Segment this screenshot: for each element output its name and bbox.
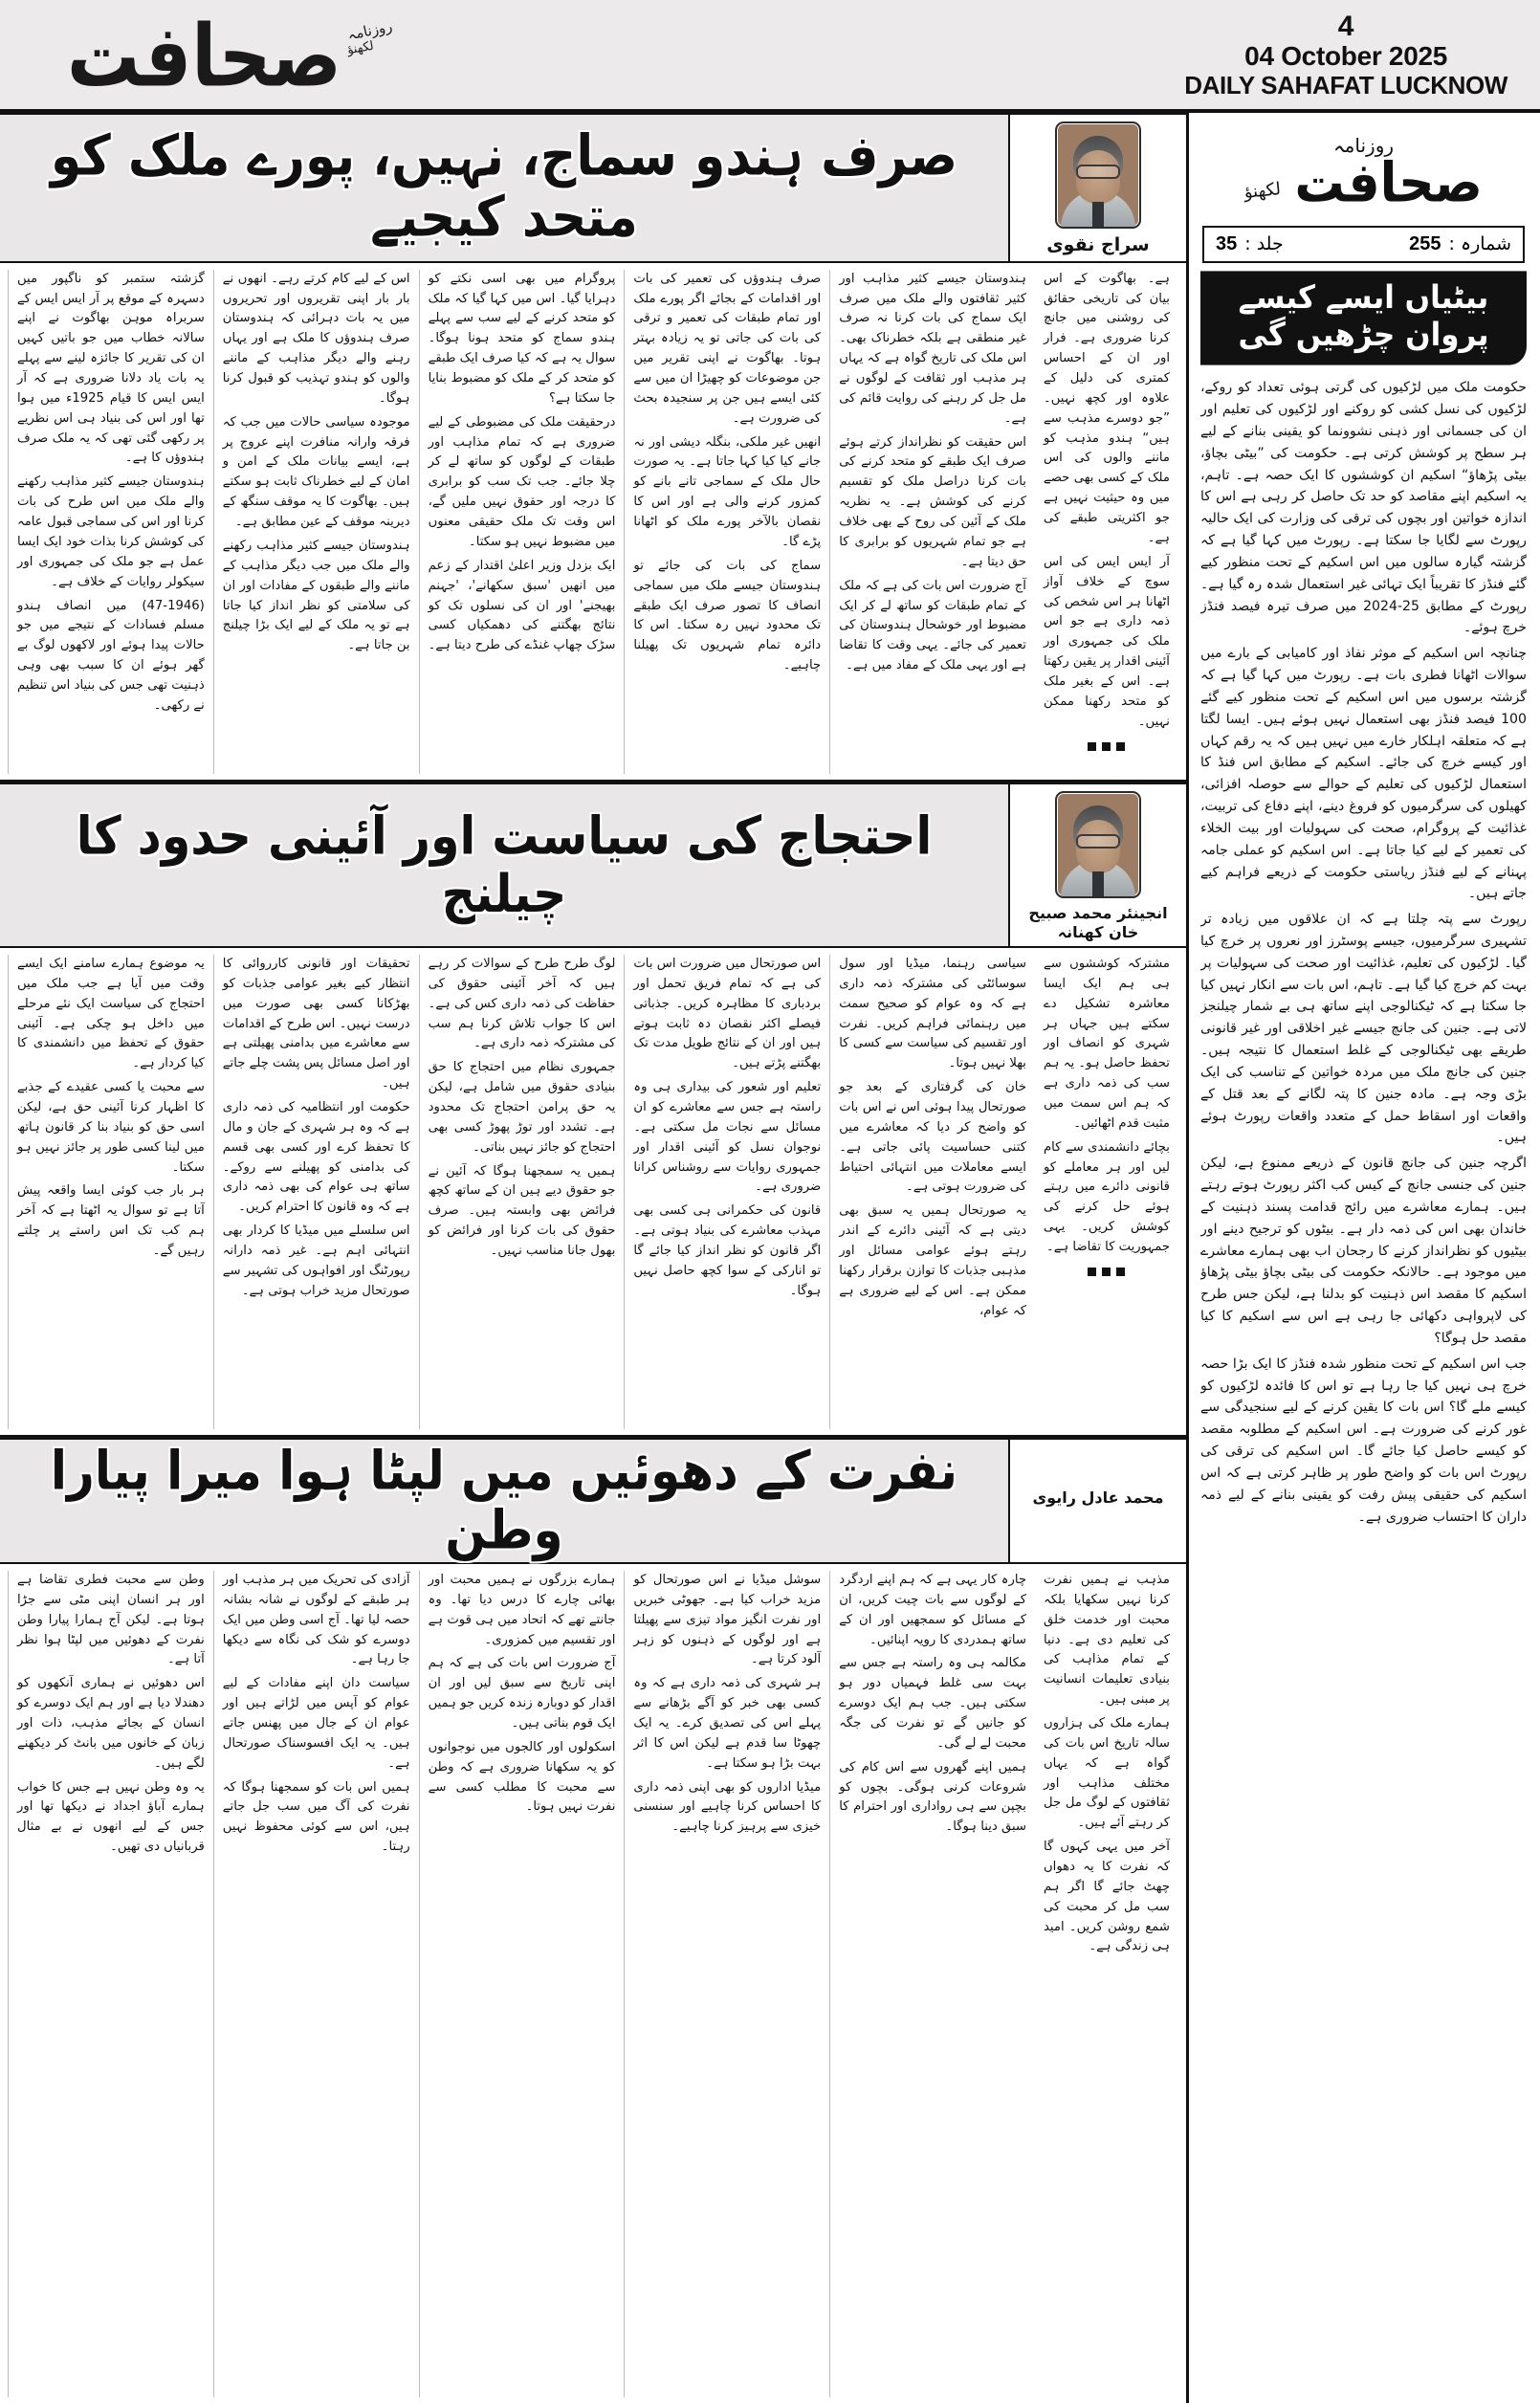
paragraph: اس دھوئیں نے ہماری آنکھوں کو دھندلا دیا ہے اور ہم ایک دوسرے کو انسان کے بجائے مذہب، ذات اور زبان کے خانوں میں بانٹ کر دیکھنے لگے ہیں۔ [17, 1676, 205, 1771]
column [1035, 270, 1178, 774]
editorial-column [1189, 113, 1540, 2403]
paragraph: یہ وہ وطن نہیں ہے جس کا خواب ہمارے آباؤ اجداد نے دیکھا تھا اور جس کے لیے انھوں نے بے مثال قربانیاں دی تھیں۔ [17, 1779, 205, 1855]
article-end-marks [1044, 737, 1170, 761]
column [419, 270, 625, 774]
article-3 [0, 1438, 1186, 2403]
paragraph: آج ضرورت اس بات کی ہے کہ ملک کے تمام طبقات کو ساتھ لے کر ایک مضبوط اور خوشحال ہندوستان کی تعمیر کی جائے۔ یہی وقت کا تقاضا ہے اور یہی ملک کے مفاد میں ہے۔ [839, 578, 1026, 673]
paragraph: صرف ہندوؤں کی تعمیر کی بات اور اقدامات کے بجائے اگر پورے ملک اور تمام طبقات کی تعمیر و ترقی کی بات کی جاتی تو یہ زیادہ بہتر ہوتا۔ بھاگوت نے اپنی تقریر میں جن موضوعات کو چھیڑا ان میں سے کئی ایسے ہیں جن پر سنجیدہ بحث کی ضرورت ہے۔ [633, 271, 822, 426]
column [419, 955, 625, 1429]
paragraph: مشترکہ کوششوں سے ہی ہم ایک ایسا معاشرہ تشکیل دے سکتے ہیں جہاں ہر شہری کو انصاف اور تحفظ حاصل ہو۔ یہ ہم سب کی ذمہ داری ہے کہ ہم اس سمت میں مثبت قدم اٹھائیں۔ [1043, 957, 1170, 1131]
paragraph: انھیں غیر ملکی، بنگلہ دیشی اور نہ جانے کیا کیا کہا جاتا ہے۔ یہ صورت حال ملک کے سماجی تانے بانے کو کمزور کرنے والی ہے اور اس کا نقصان بالآخر پورے ملک کو اٹھانا پڑے گا۔ [633, 434, 822, 549]
volume-issue-box [1202, 226, 1525, 263]
issue-label: شمارہ : [1448, 233, 1511, 254]
article-2 [0, 783, 1186, 1438]
paragraph: ہمارے بزرگوں نے ہمیں محبت اور بھائی چارے کا درس دیا تھا۔ وہ جانتے تھے کہ اتحاد میں ہی قوت ہے اور تقسیم میں کمزوری۔ [428, 1573, 616, 1647]
column [624, 955, 829, 1429]
editorial-title-row [1200, 152, 1527, 215]
paragraph: یہ موضوع ہمارے سامنے ایک ایسے وقت میں آیا ہے جب ملک میں احتجاج کی سیاست ایک نئے مرحلے میں داخل ہو چکی ہے۔ آئینی حقوق کے تحفظ میں دانشمندی کا کیا کردار ہے۔ [17, 957, 205, 1071]
column [624, 270, 829, 774]
paragraph: اسکولوں اور کالجوں میں نوجوانوں کو یہ سکھانا ضروری ہے کہ وطن سے محبت کا مطلب کسی سے نفرت نہیں ہوتا۔ [428, 1739, 616, 1815]
articles-zone [0, 113, 1189, 2403]
column [213, 1571, 419, 2397]
volume-label: جلد : [1244, 233, 1284, 254]
column [419, 1571, 625, 2397]
paragraph: مکالمہ ہی وہ راستہ ہے جس سے بہت سی غلط فہمیاں دور ہو سکتی ہیں۔ جب ہم ایک دوسرے کو جانیں گے تو نفرت کی جگہ محبت لے لے گی۔ [839, 1656, 1026, 1751]
logo-urdu-title: صحافت [67, 5, 341, 106]
paragraph: آج ضرورت اس بات کی ہے کہ ہم اپنی تاریخ سے سبق لیں اور ان اقدار کو دوبارہ زندہ کریں جو ہمیں ایک قوم بناتی ہیں۔ [428, 1656, 616, 1731]
editorial-city: لکھنؤ [1243, 179, 1283, 203]
paragraph: ہمارے ملک کی ہزاروں سالہ تاریخ اس بات کی گواہ ہے کہ یہاں مختلف مذاہب اور ثقافتوں کے لوگ مل جل کر رہتے آئے ہیں۔ [1043, 1716, 1170, 1831]
article-2-columns [0, 948, 1186, 1435]
paragraph: ہمیں اس بات کو سمجھنا ہوگا کہ نفرت کی آگ میں سب جل جاتے ہیں، اس سے کوئی محفوظ نہیں رہتا۔ [222, 1779, 410, 1855]
paragraph: اس حقیقت کو نظرانداز کرتے ہوئے صرف ایک طبقے کو متحد کرنے کی بات کرنا دراصل ملک کو تقسیم کرنے کی کوشش ہے۔ یہ نظریہ ملک کے آئین کی روح کے بھی خلاف ہے جو تمام شہریوں کو برابری کا حق دیتا ہے۔ [839, 434, 1026, 569]
article-1-headline: صرف ہندو سماج، نہیں، پورے ملک کو متحد کیجیے [50, 124, 958, 251]
paragraph: بچائے دانشمندی سے کام لیں اور ہر معاملے کو قانونی دائرے میں رہتے ہوئے حل کرنے کی کوشش کریں۔ یہی جمہوریت کا تقاضا ہے۔ [1043, 1139, 1170, 1255]
article-2-headline: احتجاج کی سیاست اور آئینی حدود کا چیلنج [76, 805, 933, 925]
column [829, 1571, 1035, 2397]
paragraph: یہ صورتحال ہمیں یہ سبق بھی دیتی ہے کہ آئینی دائرے کے اندر رہتے ہوئے عوامی مسائل اور مذہبی جذبات کا توازن برقرار رکھنا ممکن ہے۔ اس کے لیے ضروری ہے کہ عوام، [839, 1203, 1026, 1318]
volume-item [1216, 233, 1284, 255]
column [8, 1571, 213, 2397]
article-2-byline [1008, 784, 1186, 946]
column [829, 955, 1035, 1429]
editorial-body [1200, 377, 1527, 2393]
article-3-byline [1008, 1440, 1186, 1562]
logo-city: لکھنؤ [345, 38, 375, 57]
glasses-icon [1076, 834, 1120, 849]
glasses-icon [1076, 165, 1120, 179]
paragraph: چارہ کار یہی ہے کہ ہم اپنے اردگرد کے لوگوں سے بات چیت کریں، ان کے مسائل کو سمجھیں اور ان کے ساتھ ہمدردی کا رویہ اپنائیں۔ [839, 1573, 1026, 1647]
tie-shape-icon [1092, 871, 1104, 896]
paragraph: وطن سے محبت فطری تقاضا ہے اور ہر انسان اپنی مٹی سے جڑا ہوتا ہے۔ لیکن آج ہمارا پیارا وطن نفرت کے دھوئیں میں لپٹا ہوا نظر آتا ہے۔ [17, 1573, 205, 1667]
paragraph: آر ایس ایس کی اس سوچ کے خلاف آواز اٹھانا ہر اس شخص کی ذمہ داری ہے جو اس ملک کی جمہوری اور آئینی اقدار پر یقین رکھتا ہے۔ اس کے بغیر ملک کو متحد رکھنا ممکن نہیں۔ [1043, 554, 1170, 729]
author-photo [1055, 121, 1141, 229]
paragraph: مذہب نے ہمیں نفرت کرنا نہیں سکھایا بلکہ محبت اور خدمت خلق کی تعلیم دی ہے۔ دنیا کے تمام مذاہب کی بنیادی تعلیمات انسانیت پر مبنی ہیں۔ [1043, 1573, 1170, 1708]
article-3-columns [0, 1564, 1186, 2403]
editorial-title: صحافت [1294, 152, 1483, 215]
paragraph: اس صورتحال میں ضرورت اس بات کی ہے کہ تمام فریق تحمل اور بردباری کا مظاہرہ کریں۔ جذباتی فیصلے اکثر نقصان دہ ثابت ہوتے ہیں اور ان کے نتائج طویل مدت تک بھگتنے پڑتے ہیں۔ [633, 957, 822, 1071]
paragraph: ہندوستان جیسے کثیر مذاہب رکھنے والے ملک میں جب دیگر مذاہب کے ماننے والے طبقوں کے مفادات اور ان کی سلامتی کو نظر انداز کیا جاتا ہے تو یہ ملک کے لیے ایک بڑا چیلنج بن جاتا ہے۔ [222, 538, 410, 653]
volume-value: 35 [1216, 233, 1238, 254]
paragraph: تعلیم اور شعور کی بیداری ہی وہ راستہ ہے جس سے معاشرے کو ان مسائل سے نجات مل سکتی ہے۔ نوجوان نسل کو آئینی اقدار اور جمہوری روایات سے روشناس کرانا ضروری ہے۔ [633, 1080, 822, 1195]
paragraph: جمہوری نظام میں احتجاج کا حق بنیادی حقوق میں شامل ہے، لیکن یہ حق پرامن احتجاج تک محدود ہے۔ تشدد اور توڑ پھوڑ کسی بھی احتجاج کو جائز نہیں بناتی۔ [428, 1060, 616, 1155]
paragraph: ہمیں یہ سمجھنا ہوگا کہ آئین نے جو حقوق دیے ہیں ان کے ساتھ کچھ فرائض بھی وابستہ ہیں۔ صرف حقوق کی بات کرنا اور فرائض کو بھول جانا مناسب نہیں۔ [428, 1163, 616, 1259]
article-1-author-name: سراج نقوی [1046, 234, 1150, 255]
paragraph: ہر شہری کی ذمہ داری ہے کہ وہ کسی بھی خبر کو آگے بڑھانے سے پہلے اس کی تصدیق کرے۔ یہ ایک چھوٹا سا قدم ہے لیکن اس کا اثر بہت بڑا ہو سکتا ہے۔ [633, 1676, 822, 1771]
page-body [0, 113, 1540, 2403]
logo-kicker: روزنامہ [345, 16, 394, 44]
paragraph: درحقیقت ملک کی مضبوطی کے لیے ضروری ہے کہ تمام مذاہب اور طبقات کے لوگوں کو ساتھ لے کر چلا جائے۔ جب تک سب کو برابری کا درجہ اور حقوق نہیں ملیں گے، اس وقت تک ملک حقیقی معنوں میں مضبوط نہیں ہو سکتا۔ [428, 414, 616, 549]
paragraph: ہر بار جب کوئی ایسا واقعہ پیش آتا ہے تو سوال یہ اٹھتا ہے کہ آخر ہم کب تک اس راستے پر چلتے رہیں گے۔ [17, 1183, 205, 1259]
issue-value: 255 [1409, 233, 1441, 254]
paragraph: قانون کی حکمرانی ہی کسی بھی مہذب معاشرے کی بنیاد ہوتی ہے۔ اگر قانون کو نظر انداز کیا جائے گا تو انارکی کے سوا کچھ حاصل نہیں ہوگا۔ [633, 1203, 822, 1298]
paragraph: میڈیا اداروں کو بھی اپنی ذمہ داری کا احساس کرنا چاہیے اور سنسنی خیزی سے پرہیز کرنا چاہیے۔ [633, 1779, 822, 1835]
paragraph: چنانچہ اس اسکیم کے موثر نفاذ اور کامیابی کے بارے میں سوالات اٹھانا فطری بات ہے۔ رپورٹ میں کہا گیا ہے کہ گزشتہ برسوں میں اس اسکیم کے تحت منظور کیے گئے 100 فیصد فنڈز بھی استعمال نہیں ہوئے ہیں۔ ایسا لگتا ہے کہ متعلقہ اہلکار خارے میں نہیں ہیں کہ یہ رقم کہاں اور کیسے خرچ کی جائے۔ اسکیم کے مطابق اس فنڈ کا استعمال لڑکیوں کی تعلیم کے حوالے سے حوصلہ افزائی، کھیلوں کی سرگرمیوں کو فروغ دینے، اپنے دفاع کی تربیت، غذائیت کے پروگرام، صحت کی سہولیات اور بیت الخلاء کی تعمیر کے لیے کیا جاتا ہے۔ اس اسکیم کو عملی جامہ پہنانے کے لیے فنڈز ریاستی حکومت کے ذریعے فراہم کیے جاتے ہیں۔ [1200, 646, 1527, 902]
article-end-marks [1044, 1262, 1170, 1286]
paragraph: ہمیں اپنے گھروں سے اس کام کی شروعات کرنی ہوگی۔ بچوں کو بچپن سے ہی رواداری اور احترام کا سبق دینا ہوگا۔ [839, 1759, 1026, 1835]
paragraph: رپورٹ سے پتہ چلتا ہے کہ ان علاقوں میں زیادہ تر تشہیری سرگرمیوں، جیسے پوسٹرز اور نعروں پر خرچ کیا گیا۔ لڑکیوں کی تعلیم، غذائیت اور صحت کی سہولیات پر بہت کم خرچ کیا گیا ہے۔ تاہم، اس بات سے انکار نہیں کیا جا سکتا ہے کہ ٹیکنالوجی اپنے ساتھ ہی بے شمار چیلنجز لاتی ہے۔ جنین کی جانچ جیسے غیر اخلاقی اور غیر قانونی طریقے بھی ٹیکنالوجی کے غلط استعمال کا نتیجہ ہیں۔ جنین کی جانچ ملک میں مردہ خواتین کے تناسب کی ایک بڑی وجہ ہے۔ مادہ جنین کا پتہ لگانے کے بعد قتل کے واقعات اور اسقاط حمل کے متعدد واقعات رپورٹ ہوئے ہیں۔ [1200, 912, 1527, 1146]
paragraph: آخر میں یہی کہوں گا کہ نفرت کا یہ دھواں چھٹ جائے گا اگر ہم سب مل کر محبت کی شمع روشن کریں۔ امید ہی زندگی ہے۔ [1043, 1840, 1170, 1954]
paragraph: خان کی گرفتاری کے بعد جو صورتحال پیدا ہوئی اس نے اس بات کو واضح کر دیا کہ معاشرے میں کتنی حساسیت پائی جاتی ہے۔ ایسے معاملات میں انتہائی احتیاط کی ضرورت ہوتی ہے۔ [839, 1080, 1026, 1195]
column [8, 270, 213, 774]
paragraph: جب اس اسکیم کے تحت منظور شدہ فنڈز کا ایک بڑا حصہ خرچ ہی نہیں کیا جا رہا ہے تو اس کا فائدہ لڑکیوں کو کیسے ملے گا؟ اس بات کا یقین کرنے کے لیے سنجیدگی سے غور کرنے کی ضرورت ہے۔ اس اسکیم کے مطلوبہ مقصد کو کیسے حاصل کیا جائے گا۔ اس اسکیم کی ترقی کی رپورٹ اس بات کو واضح طور پر ظاہر کرتی ہے کہ اس اسکیم کی حقیقی پیش رفت کو یقینی بنانے کے لیے ذمہ داران کا احتساب ضروری ہے۔ [1200, 1356, 1527, 1525]
paragraph: تحقیقات اور قانونی کارروائی کا انتظار کیے بغیر عوامی جذبات کو بھڑکانا کسی بھی صورت میں درست نہیں۔ اس طرح کے اقدامات سے معاشرے میں بدامنی پھیلتی ہے اور اصل مسائل پس پشت چلے جاتے ہیں۔ [222, 957, 410, 1091]
column [829, 270, 1035, 774]
paragraph: سماج کی بات کی جائے تو ہندوستان جیسے ملک میں سماجی انصاف کا تصور صرف ایک طبقے تک محدود نہیں رہ سکتا۔ اس کا دائرہ تمام شہریوں تک پھیلنا چاہیے۔ [633, 558, 822, 673]
paragraph: لوگ طرح طرح کے سوالات کر رہے ہیں کہ آخر آئینی حقوق کی حفاظت کی ذمہ داری کس کی ہے۔ اس کا جواب تلاش کرنا ہم سب کی مشترکہ ذمہ داری ہے۔ [428, 957, 616, 1051]
issue-date: 04 October 2025 [1244, 40, 1448, 71]
masthead [0, 0, 1540, 113]
issue-item [1409, 233, 1511, 255]
paragraph: حکومت اور انتظامیہ کی ذمہ داری ہے کہ وہ ہر شہری کے جان و مال کا تحفظ کرے اور کسی بھی قسم کی بدامنی کو پھیلنے سے روکے۔ ساتھ ہی عوام کی بھی ذمہ داری ہے کہ وہ قانون کا احترام کریں۔ [222, 1100, 410, 1215]
article-1-header [0, 113, 1186, 263]
paragraph: آزادی کی تحریک میں ہر مذہب اور ہر طبقے کے لوگوں نے شانہ بشانہ حصہ لیا تھا۔ آج اسی وطن میں ایک دوسرے کو شک کی نگاہ سے دیکھا جا رہا ہے۔ [222, 1573, 410, 1667]
paragraph: ایک بزدل وزیر اعلیٰ اقتدار کے زعم میں انھیں 'سبق سکھانے'، 'جہنم بھیجنے' اور ان کی نسلوں تک کو نتائج بھگتنے کی دھمکیاں کسی سڑک چھاپ غنڈے کی طرح دیتا ہے۔ [428, 558, 616, 653]
paragraph: اس کے لیے کام کرتے رہے۔ انھوں نے بار بار اپنی تقریروں اور تحریروں میں یہ بات دہرائی کہ ہندوستان صرف ہندوؤں کا ملک ہے اور یہاں رہنے والے دیگر مذاہب کے ماننے والوں کو ہندو تہذیب کو قبول کرنا ہوگا۔ [222, 271, 410, 406]
column [213, 270, 419, 774]
paragraph: سے محبت یا کسی عقیدے کے جذبے کا اظہار کرنا آئینی حق ہے، لیکن اسی حق کو بنیاد بنا کر قانون ہاتھ میں لینا کسی طور پر جائز نہیں ہو سکتا۔ [17, 1080, 205, 1175]
paragraph: ہندوستان جیسے کثیر مذاہب اور کثیر ثقافتوں والے ملک میں صرف ایک سماج کی بات کرنا نہ صرف غیر منطقی ہے بلکہ خطرناک بھی۔ اس ملک کی تاریخ گواہ ہے کہ یہاں ہر مذہب اور ثقافت کے لوگوں نے مل جل کر رہنے کی روایت قائم کی ہے۔ [839, 271, 1026, 426]
column [8, 955, 213, 1429]
paper-logo [27, 5, 394, 106]
article-3-headline: نفرت کے دھوئیں میں لپٹا ہوا میرا پیارا وطن [50, 1440, 958, 1561]
page-number: 4 [1337, 10, 1354, 42]
paragraph: (47-1946) میں انصاف ہندو مسلم فسادات کے نتیجے میں جو حالات پیدا ہوئے اور لاکھوں لوگ بے گھر ہوئے ان کا سبب بھی وہی ذہنیت تھی جس کی بنیاد اس تنظیم نے رکھی۔ [17, 598, 205, 713]
author-photo [1055, 791, 1141, 898]
paragraph: پروگرام میں بھی اسی نکتے کو دہرایا گیا۔ اس میں کہا گیا کہ ملک کو متحد کرنے کے لیے سب سے پہلے ہندو سماج کو متحد ہونا ہوگا۔ سوال یہ ہے کہ کیا صرف ایک طبقے کو متحد کر کے ملک کو مضبوط بنایا جا سکتا ہے؟ [428, 271, 616, 406]
column [213, 955, 419, 1429]
paragraph: ہندوستان جیسے کثیر مذاہب رکھنے والے ملک میں اس طرح کی بات کرنا اور اس کی سماجی قبول عامہ کی کوشش کرنا بذات خود ایک ایسا عمل ہے جو ملک کی جمہوری اور سیکولر روایات کے خلاف ہے۔ [17, 474, 205, 589]
paragraph: اس سلسلے میں میڈیا کا کردار بھی انتہائی اہم ہے۔ غیر ذمہ دارانہ رپورٹنگ اور افواہوں کی تشہیر سے صورتحال مزید خراب ہوتی ہے۔ [222, 1224, 410, 1298]
paper-name-english: DAILY SAHAFAT LUCKNOW [1184, 70, 1507, 99]
article-3-author-name: محمد عادل رایوی [1032, 1488, 1164, 1507]
article-1-byline [1008, 115, 1186, 261]
editorial-banner-headline: بیٹیاں ایسے کیسے پروان چڑھیں گی [1200, 271, 1527, 365]
paragraph: موجودہ سیاسی حالات میں جب کہ فرقہ وارانہ منافرت اپنے عروج پر ہے، ایسے بیانات ملک کے امن و امان کے لیے خطرناک ثابت ہو سکتے ہیں۔ بھاگوت کا یہ موقف سنگھ کے دیرینہ موقف کے عین مطابق ہے۔ [222, 414, 410, 530]
paragraph: گزشتہ ستمبر کو ناگپور میں دسہرہ کے موقع پر آر ایس ایس کے سربراہ موہن بھاگوت نے اپنے سالانہ خطاب میں جو باتیں کہیں ان کی تقریر کا جائزہ لینے سے پہلے یہ بات یاد دلانا ضروری ہے کہ آر ایس ایس کا قیام 1925ء میں ہوا تھا اور اس کی بنیاد ہی اس نظریے پر رکھی گئی تھی کہ یہ ملک صرف ہندوؤں کا ہے۔ [17, 271, 205, 466]
column [624, 1571, 829, 2397]
editorial-kicker: روزنامہ [1332, 134, 1395, 157]
article-1-columns [0, 263, 1186, 780]
editorial-nameplate [1200, 121, 1527, 216]
article-3-header [0, 1438, 1186, 1564]
paragraph: سیاست دان اپنے مفادات کے لیے عوام کو آپس میں لڑاتے ہیں اور عوام ان کے جال میں پھنس جاتے ہیں۔ یہ ایک افسوسناک صورتحال ہے۔ [222, 1676, 410, 1771]
paragraph: سوشل میڈیا نے اس صورتحال کو مزید خراب کیا ہے۔ جھوٹی خبریں اور نفرت انگیز مواد تیزی سے پھیلتا ہے اور لوگوں کے ذہنوں کو زہر آلود کرتا ہے۔ [633, 1573, 822, 1667]
paragraph: ہے۔ بھاگوت کے اس بیان کی تاریخی حقائق کی روشنی میں جانچ کرنا ضروری ہے۔ فرار اور ان کے احساس کمتری کی دلیل کے علاوہ اور کچھ نہیں۔ ”جو دوسرے مذہب سے ہیں“ ہندو مذہب کو ماننے والوں کی اس ملک کے کسی بھی حصے میں وہ حیثیت نہیں ہے جو اکثریتی طبقے کی ہے۔ [1043, 271, 1170, 545]
paragraph: حکومت ملک میں لڑکیوں کی گرتی ہوئی تعداد کو روکے، لڑکیوں کی نسل کشی کو روکنے اور لڑکیوں کی تعلیم اور ان کی جسمانی اور ذہنی نشوونما کو یقینی بنانے کے لیے ہر سطح پر کوشش کرتی ہے۔ حکومت کی ”بیٹی بچاؤ، بیٹی پڑھاؤ“ اسکیم ان کوششوں کا ایک حصہ ہے۔ تاہم، یہ اسکیم اپنے مقاصد کو حد تک حاصل کر رہی ہے اس کا اندازہ خواتین اور بچوں کی ترقی کی وزارت کی ایک حالیہ رپورٹ سے لگایا جا سکتا ہے۔ رپورٹ میں کہا گیا ہے کہ گزشتہ گیارہ سالوں میں اس اسکیم کے تحت منظور کیے گئے فنڈز کا تقریباً ایک تہائی غیر استعمال شدہ رہ گیا ہے۔ رپورٹ کے مطابق 25-2024 میں صرف تیرہ فیصد فنڈز خرچ ہوئے۔ [1200, 380, 1527, 636]
column [1035, 1571, 1178, 2397]
paragraph: اگرچہ جنین کی جانچ قانون کے ذریعے ممنوع ہے، لیکن جنین کی جنسی جانچ کے کیس کب اکثر رپورٹ ہوتے رہتے ہیں۔ ہمارے معاشرے میں رائج قدامت پسند ذہنیت کے خاندان بھی اس کی ذمہ دار ہے۔ بیٹوں کو ترجیح دینے اور بیٹیوں کو نظرانداز کرنے کا رجحان اب بھی ہمارے معاشرے میں موجود ہے۔ حالانکہ حکومت کی بیٹی بچاؤ بیٹی پڑھاؤ اسکیم کا مقصد اس ذہنیت کو بدلنا ہے، لیکن جس طرح کی لاپرواہی دکھائی جا رہی ہے اس سے اسکیم کا کیا مقصد حل ہوگا؟ [1200, 1156, 1527, 1346]
logo-subtitles [345, 16, 394, 88]
article-1 [0, 113, 1186, 783]
masthead-info [1184, 12, 1513, 98]
article-2-author-name: انجینئر محمد صبیح خان کھنانہ [1028, 904, 1168, 941]
column [1035, 955, 1178, 1429]
paragraph: سیاسی رہنما، میڈیا اور سول سوسائٹی کی مشترکہ ذمہ داری ہے کہ وہ عوام کو صحیح سمت میں رہنمائی فراہم کریں۔ نفرت اور تقسیم کی سیاست سے کسی کا بھلا نہیں ہوتا۔ [839, 957, 1026, 1071]
article-2-header [0, 783, 1186, 948]
tie-shape-icon [1092, 202, 1104, 227]
